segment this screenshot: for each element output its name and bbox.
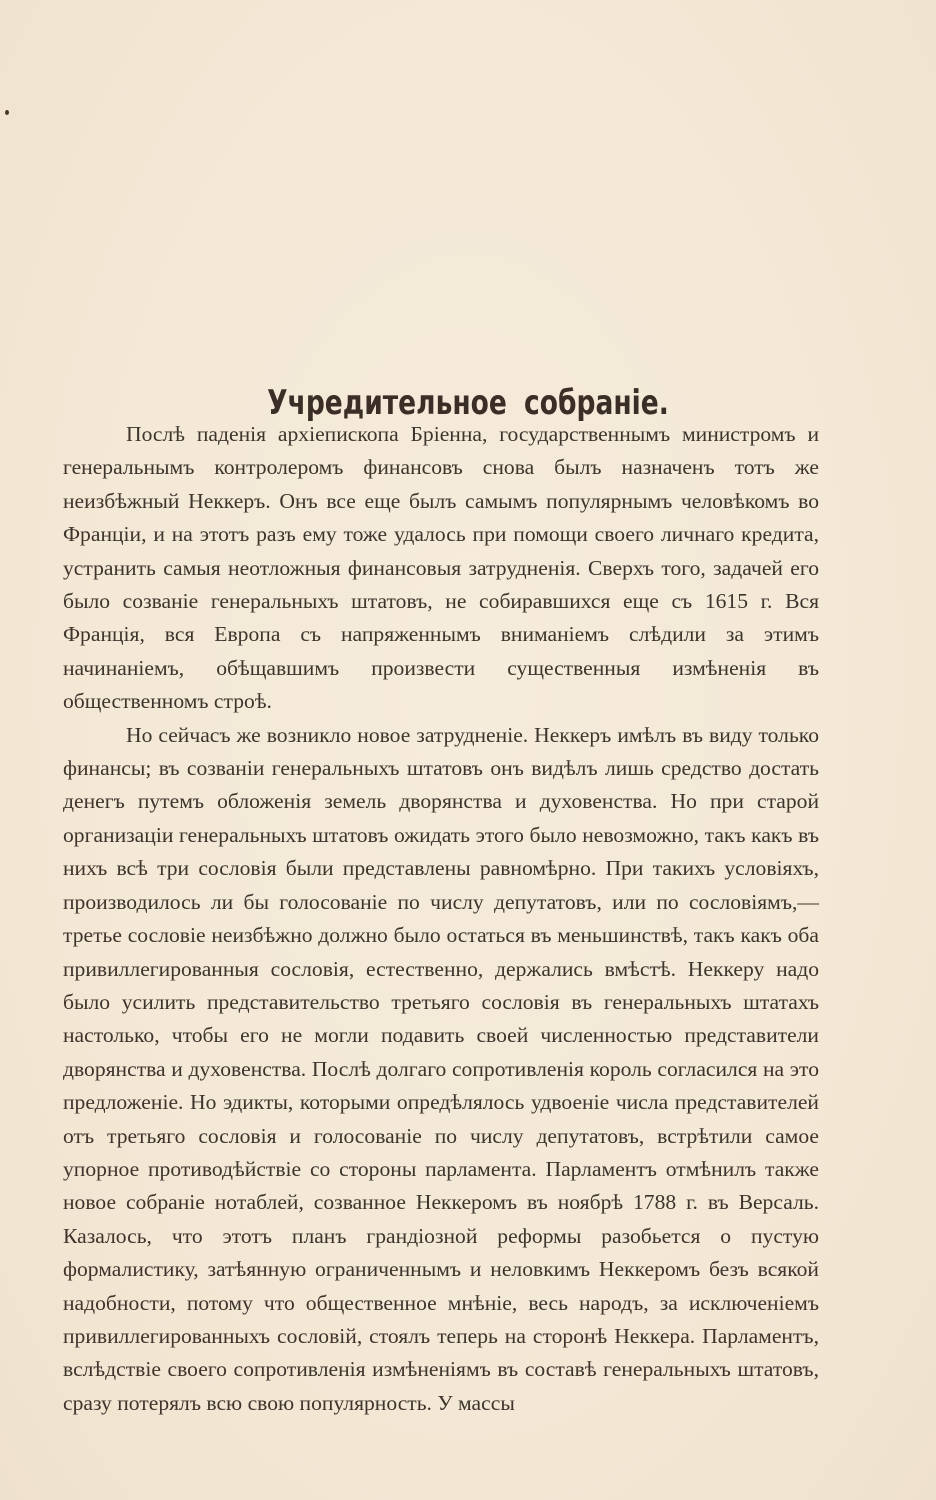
chapter-title-word-2: собраніе. <box>524 382 669 423</box>
chapter-title <box>103 383 833 423</box>
paragraph-1: Послѣ паденія архіепископа Бріенна, государственнымъ министромъ и генеральнымъ контролеромъ финансовъ снова былъ назначенъ тотъ же неизбѣжный Неккеръ. Онъ все еще былъ самымъ популярнымъ человѣкомъ во Франціи, и на этотъ разъ ему тоже удалось при помощи своего личнаго кредита, устранить самыя неотложныя финансовыя затрудненія. Сверхъ того, задачей его было созваніе генеральныхъ штатовъ, не собиравшихся еще съ 1615 г. Вся Франція, вся Европа съ напряженнымъ вниманіемъ слѣдили за этимъ начинаніемъ, обѣщавшимъ произвести существенныя измѣненія въ общественномъ строѣ. <box>63 422 819 714</box>
chapter-title-word-1: Учредительное <box>267 382 507 423</box>
paragraph-2: Но сейчасъ же возникло новое затрудненіе. Неккеръ имѣлъ въ виду только финансы; въ созваніи генеральныхъ штатовъ онъ видѣлъ лишь средство достать денегъ путемъ обложенія земель дворянства и духовенства. Но при старой организаціи генеральныхъ штатовъ ожидать этого было невозможно, такъ какъ въ нихъ всѣ три сословія были представлены равномѣрно. При такихъ условіяхъ, производилось ли бы голосованіе по числу депутатовъ, или по сословіямъ,—третье сословіе неизбѣжно должно было остаться въ меньшинствѣ, такъ какъ оба привиллегированныя сословія, естественно, держались вмѣстѣ. Неккеру надо было усилить представительство третьяго сословія въ генеральныхъ штатахъ настолько, чтобы его не могли подавить своей численностью представители дворянства и духовенства. Послѣ долгаго сопротивленія король согласился на это предложеніе. Но эдикты, которыми опредѣлялось удвоеніе числа представителей отъ третьяго сословія и голосованіе по числу депутатовъ, встрѣтили самое упорное противодѣйствіе со стороны парламента. Парламентъ отмѣнилъ также новое собраніе нотаблей, созванное Неккеромъ въ ноябрѣ 1788 г. въ Версаль. Казалось, что этотъ планъ грандіозной реформы разобьется о пустую формалистику, затѣянную ограниченнымъ и неловкимъ Неккеромъ безъ всякой надобности, потому что общественное мнѣніе, весь народъ, за исключеніемъ привиллегированныхъ сословій, стоялъ теперь на сторонѣ Неккера. Парламентъ, вслѣдствіе своего сопротивленія измѣненіямъ въ составѣ генеральныхъ штатовъ, сразу потерялъ всю свою популярность. У массы <box>63 722 819 1415</box>
body-text <box>63 418 819 1420</box>
ink-speck <box>5 110 9 115</box>
